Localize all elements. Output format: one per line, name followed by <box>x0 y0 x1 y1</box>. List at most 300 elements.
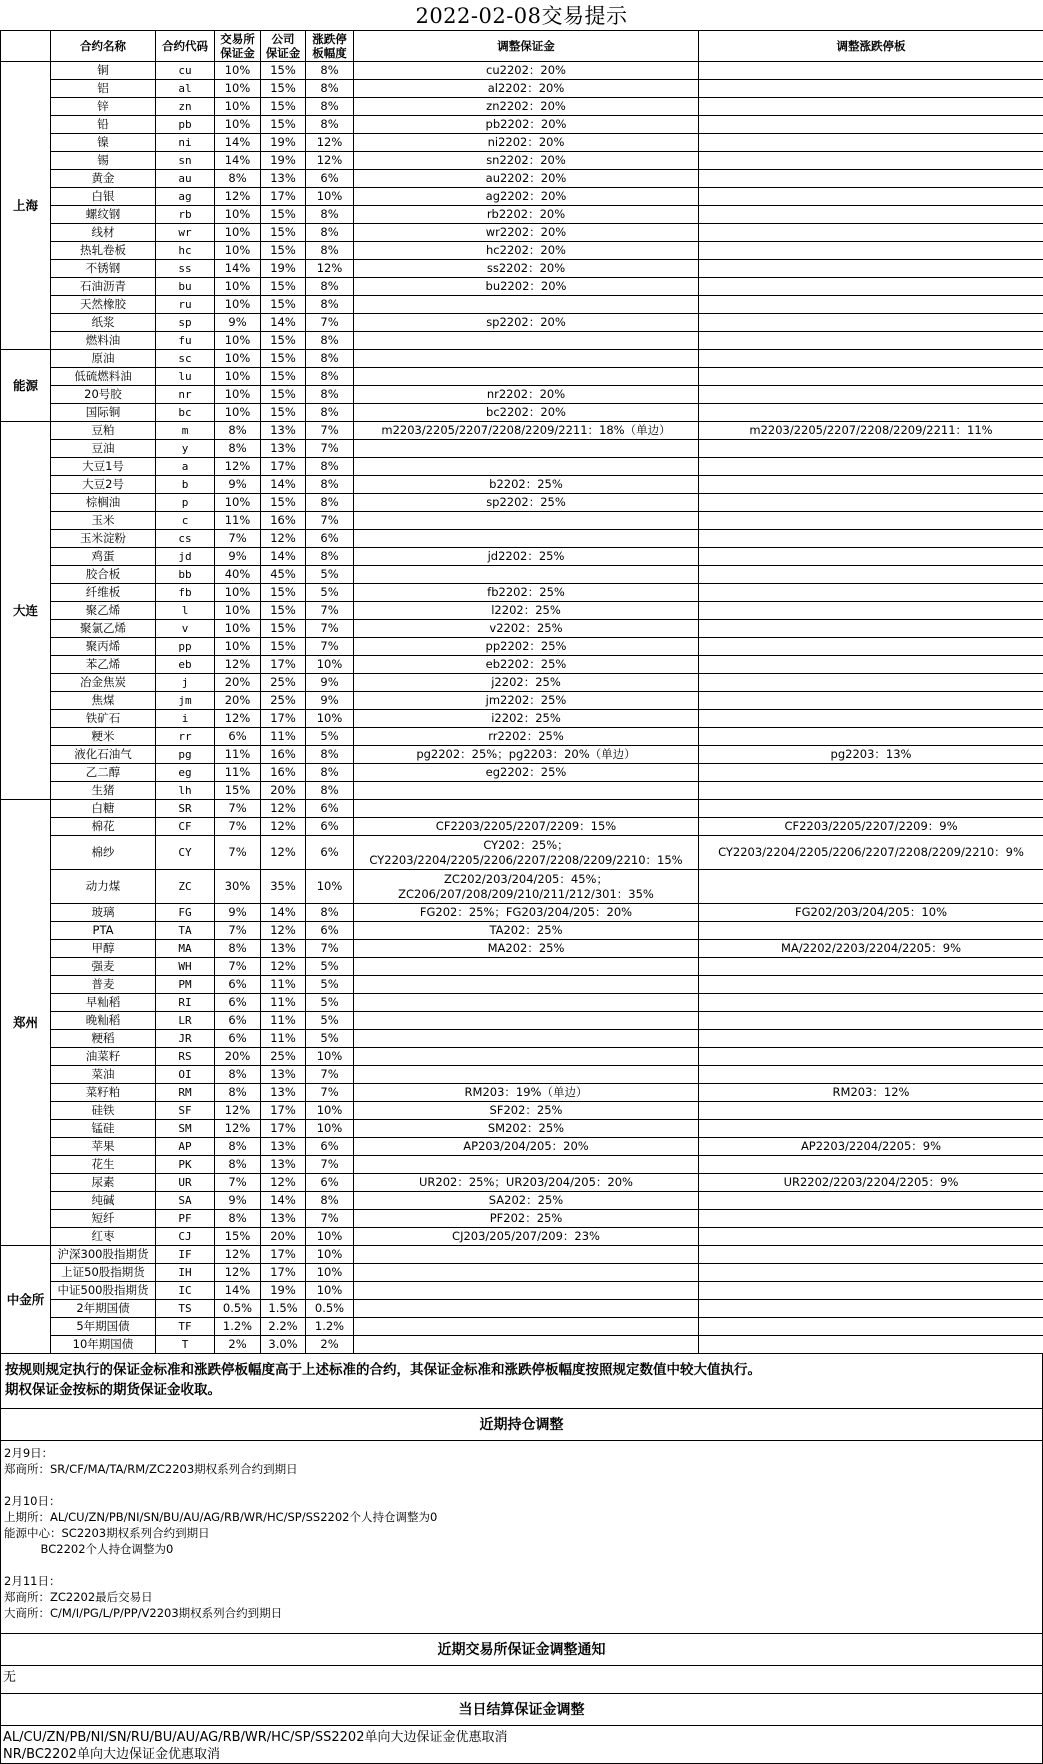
limit-range: 10% <box>306 1102 354 1120</box>
company-margin: 15% <box>261 638 306 656</box>
table-row <box>1 404 1043 422</box>
table-row <box>1 98 1043 116</box>
table-row <box>1 188 1043 206</box>
company-margin: 11% <box>261 976 306 994</box>
contract-name: 聚乙烯 <box>51 602 156 620</box>
limit-range: 8% <box>306 746 354 764</box>
exchange-margin: 10% <box>215 80 261 98</box>
limit-range: 5% <box>306 728 354 746</box>
contract-name: 10年期国债 <box>51 1336 156 1354</box>
contract-name: 晚籼稻 <box>51 1012 156 1030</box>
limit-range: 10% <box>306 1228 354 1246</box>
limit-range: 8% <box>306 1192 354 1210</box>
position-note-line: BC2202个人持仓调整为0 <box>4 1541 1039 1557</box>
contract-code: ZC <box>156 870 215 904</box>
exchange-margin: 12% <box>215 1120 261 1138</box>
position-note-line: 2月10日： <box>4 1493 1039 1509</box>
settlement-heading: 当日结算保证金调整 <box>0 1694 1043 1726</box>
adjusted-limit <box>699 764 1043 782</box>
exchange-margin: 20% <box>215 674 261 692</box>
adjusted-limit <box>699 1012 1043 1030</box>
table-row <box>1 1138 1043 1156</box>
adjusted-limit <box>699 386 1043 404</box>
company-margin: 15% <box>261 116 306 134</box>
contract-name: 天然橡胶 <box>51 296 156 314</box>
contract-name: 不锈钢 <box>51 260 156 278</box>
position-note-line: 2月9日： <box>4 1445 1039 1461</box>
exchange-margin: 10% <box>215 620 261 638</box>
adjusted-margin: m2203/2205/2207/2208/2209/2211：18%（单边） <box>354 422 699 440</box>
exchange-margin: 8% <box>215 940 261 958</box>
contract-code: hc <box>156 242 215 260</box>
limit-range: 8% <box>306 350 354 368</box>
limit-range: 8% <box>306 98 354 116</box>
adjusted-margin: fb2202：25% <box>354 584 699 602</box>
company-margin: 25% <box>261 674 306 692</box>
limit-range: 12% <box>306 134 354 152</box>
exchange-margin: 6% <box>215 976 261 994</box>
adjusted-limit <box>699 512 1043 530</box>
limit-range: 10% <box>306 1048 354 1066</box>
contract-name: 甲醇 <box>51 940 156 958</box>
company-margin: 20% <box>261 782 306 800</box>
adjusted-margin: al2202：20% <box>354 80 699 98</box>
exchange-margin: 8% <box>215 440 261 458</box>
table-row <box>1 296 1043 314</box>
contract-name: 短纤 <box>51 1210 156 1228</box>
position-note-line: 郑商所：ZC2202最后交易日 <box>4 1589 1039 1605</box>
company-margin: 12% <box>261 1174 306 1192</box>
adjusted-margin: j2202：25% <box>354 674 699 692</box>
company-margin: 17% <box>261 656 306 674</box>
limit-range: 8% <box>306 206 354 224</box>
contract-code: FG <box>156 904 215 922</box>
table-row <box>1 80 1043 98</box>
position-note-line: 上期所：AL/CU/ZN/PB/NI/SN/BU/AU/AG/RB/WR/HC/SP/SS2202个人持仓调整为0 <box>4 1509 1039 1525</box>
company-margin: 14% <box>261 1192 306 1210</box>
contract-name: 铜 <box>51 62 156 80</box>
adjusted-limit <box>699 1210 1043 1228</box>
exchange-margin: 12% <box>215 458 261 476</box>
company-margin: 25% <box>261 692 306 710</box>
rule-note-line-2: 期权保证金按标的期货保证金收取。 <box>5 1380 1038 1400</box>
adjusted-margin: SA202：25% <box>354 1192 699 1210</box>
contract-code: PK <box>156 1156 215 1174</box>
contract-name: 大豆1号 <box>51 458 156 476</box>
limit-range: 5% <box>306 994 354 1012</box>
company-margin: 19% <box>261 1282 306 1300</box>
exchange-margin: 12% <box>215 1264 261 1282</box>
contract-name: 生猪 <box>51 782 156 800</box>
table-row <box>1 638 1043 656</box>
contract-name: 冶金焦炭 <box>51 674 156 692</box>
table-row <box>1 134 1043 152</box>
exchange-margin: 12% <box>215 188 261 206</box>
adjusted-margin <box>354 458 699 476</box>
contract-code: eg <box>156 764 215 782</box>
adjusted-limit <box>699 994 1043 1012</box>
contract-code: ag <box>156 188 215 206</box>
table-row <box>1 440 1043 458</box>
adjusted-margin <box>354 1030 699 1048</box>
contract-code: SM <box>156 1120 215 1138</box>
adjusted-margin <box>354 296 699 314</box>
limit-range: 10% <box>306 1120 354 1138</box>
adjusted-margin: b2202：25% <box>354 476 699 494</box>
adjusted-margin <box>354 1264 699 1282</box>
adjusted-margin: pg2202：25%；pg2203：20%（单边） <box>354 746 699 764</box>
contract-name: 尿素 <box>51 1174 156 1192</box>
contract-code: ss <box>156 260 215 278</box>
header-adj-limit: 调整涨跌停板 <box>699 31 1043 62</box>
contract-name: 豆粕 <box>51 422 156 440</box>
adjusted-margin: hc2202：20% <box>354 242 699 260</box>
contract-code: cs <box>156 530 215 548</box>
company-margin: 17% <box>261 710 306 728</box>
adjusted-margin: ZC202/203/204/205：45%； ZC206/207/208/209/210/211/212/301：35% <box>354 870 699 904</box>
adjusted-limit <box>699 976 1043 994</box>
limit-range: 10% <box>306 656 354 674</box>
company-margin: 16% <box>261 764 306 782</box>
rule-note-line-1: 按规则规定执行的保证金标准和涨跌停板幅度高于上述标准的合约，其保证金标准和涨跌停板幅度按照规定数值中较大值执行。 <box>5 1360 1038 1380</box>
contract-code: rb <box>156 206 215 224</box>
limit-range: 5% <box>306 958 354 976</box>
adjusted-margin: ss2202：20% <box>354 260 699 278</box>
exchange-margin: 8% <box>215 1210 261 1228</box>
adjusted-limit <box>699 656 1043 674</box>
contract-code: j <box>156 674 215 692</box>
limit-range: 12% <box>306 152 354 170</box>
adjusted-margin <box>354 1066 699 1084</box>
adjusted-margin: au2202：20% <box>354 170 699 188</box>
adjusted-margin: sp2202：25% <box>354 494 699 512</box>
adjusted-margin <box>354 1300 699 1318</box>
adjusted-limit <box>699 458 1043 476</box>
table-row <box>1 386 1043 404</box>
contract-code: sn <box>156 152 215 170</box>
limit-range: 7% <box>306 1084 354 1102</box>
contract-code: v <box>156 620 215 638</box>
adjusted-margin: PF202：25% <box>354 1210 699 1228</box>
exchange-cell: 大连 <box>1 422 51 800</box>
limit-range: 7% <box>306 638 354 656</box>
exchange-margin: 15% <box>215 1228 261 1246</box>
adjusted-limit: AP2203/2204/2205：9% <box>699 1138 1043 1156</box>
table-row <box>1 958 1043 976</box>
adjusted-limit <box>699 314 1043 332</box>
table-row <box>1 1084 1043 1102</box>
adjusted-limit <box>699 332 1043 350</box>
limit-range: 2% <box>306 1336 354 1354</box>
contract-code: cu <box>156 62 215 80</box>
contract-code: fb <box>156 584 215 602</box>
table-row <box>1 994 1043 1012</box>
contract-name: 燃料油 <box>51 332 156 350</box>
contract-code: pb <box>156 116 215 134</box>
adjusted-margin: ni2202：20% <box>354 134 699 152</box>
table-row <box>1 818 1043 836</box>
exchange-margin: 14% <box>215 1282 261 1300</box>
header-code: 合约代码 <box>156 31 215 62</box>
limit-range: 8% <box>306 904 354 922</box>
limit-range: 8% <box>306 458 354 476</box>
contract-name: 纸浆 <box>51 314 156 332</box>
adjusted-margin: sn2202：20% <box>354 152 699 170</box>
contract-code: PM <box>156 976 215 994</box>
table-row <box>1 1120 1043 1138</box>
adjusted-limit: m2203/2205/2207/2208/2209/2211：11% <box>699 422 1043 440</box>
exchange-margin: 11% <box>215 512 261 530</box>
contract-code: SR <box>156 800 215 818</box>
table-row <box>1 116 1043 134</box>
company-margin: 19% <box>261 260 306 278</box>
contract-name: 纯碱 <box>51 1192 156 1210</box>
settlement-line-2: NR/BC2202单向大边保证金优惠取消 <box>3 1746 1040 1763</box>
contract-name: 锰硅 <box>51 1120 156 1138</box>
company-margin: 15% <box>261 62 306 80</box>
contract-code: i <box>156 710 215 728</box>
company-margin: 16% <box>261 512 306 530</box>
contract-code: b <box>156 476 215 494</box>
table-row <box>1 870 1043 904</box>
company-margin: 3.0% <box>261 1336 306 1354</box>
table-row <box>1 1264 1043 1282</box>
limit-range: 8% <box>306 548 354 566</box>
exchange-margin: 8% <box>215 170 261 188</box>
company-margin: 15% <box>261 620 306 638</box>
rule-note <box>0 1354 1043 1409</box>
contract-code: jm <box>156 692 215 710</box>
header-company-margin: 公司 保证金 <box>261 31 306 62</box>
adjusted-limit <box>699 1336 1043 1354</box>
table-row <box>1 1174 1043 1192</box>
adjusted-limit <box>699 278 1043 296</box>
company-margin: 13% <box>261 1066 306 1084</box>
exchange-margin: 10% <box>215 242 261 260</box>
contract-code: CJ <box>156 1228 215 1246</box>
adjusted-limit <box>699 170 1043 188</box>
contract-name: 石油沥青 <box>51 278 156 296</box>
contract-name: 铅 <box>51 116 156 134</box>
table-row <box>1 1246 1043 1264</box>
company-margin: 12% <box>261 922 306 940</box>
contract-code: IC <box>156 1282 215 1300</box>
adjusted-limit <box>699 566 1043 584</box>
adjusted-limit <box>699 1282 1043 1300</box>
table-row <box>1 764 1043 782</box>
table-row <box>1 1282 1043 1300</box>
limit-range: 5% <box>306 566 354 584</box>
adjusted-limit <box>699 710 1043 728</box>
adjusted-margin <box>354 566 699 584</box>
exchange-margin: 10% <box>215 206 261 224</box>
contract-name: 线材 <box>51 224 156 242</box>
settlement-notes <box>0 1726 1043 1764</box>
company-margin: 11% <box>261 1030 306 1048</box>
contract-code: lh <box>156 782 215 800</box>
exchange-margin: 8% <box>215 1066 261 1084</box>
contract-code: T <box>156 1336 215 1354</box>
limit-range: 8% <box>306 62 354 80</box>
limit-range: 8% <box>306 242 354 260</box>
exchange-margin: 14% <box>215 152 261 170</box>
company-margin: 15% <box>261 404 306 422</box>
company-margin: 12% <box>261 530 306 548</box>
exchange-margin: 9% <box>215 314 261 332</box>
table-row <box>1 710 1043 728</box>
exchange-margin: 10% <box>215 494 261 512</box>
company-margin: 25% <box>261 1048 306 1066</box>
position-note-line <box>4 1477 1039 1493</box>
adjusted-limit <box>699 1156 1043 1174</box>
adjusted-limit <box>699 782 1043 800</box>
company-margin: 17% <box>261 188 306 206</box>
adjusted-limit: CF2203/2205/2207/2209：9% <box>699 818 1043 836</box>
adjusted-limit: FG202/203/204/205：10% <box>699 904 1043 922</box>
exchange-margin: 2% <box>215 1336 261 1354</box>
exchange-margin: 10% <box>215 584 261 602</box>
limit-range: 1.2% <box>306 1318 354 1336</box>
exchange-margin: 11% <box>215 746 261 764</box>
adjusted-margin <box>354 994 699 1012</box>
adjusted-margin <box>354 1246 699 1264</box>
contract-name: PTA <box>51 922 156 940</box>
position-note-line: 大商所：C/M/I/PG/L/P/PP/V2203期权系列合约到期日 <box>4 1605 1039 1621</box>
adjusted-margin: SM202：25% <box>354 1120 699 1138</box>
exchange-margin: 8% <box>215 1084 261 1102</box>
contract-name: 玻璃 <box>51 904 156 922</box>
adjusted-limit <box>699 530 1043 548</box>
adjusted-margin <box>354 782 699 800</box>
header-limit: 涨跌停 板幅度 <box>306 31 354 62</box>
exchange-margin: 10% <box>215 278 261 296</box>
contract-code: SA <box>156 1192 215 1210</box>
adjusted-margin: CY202：25%； CY2203/2204/2205/2206/2207/2208/2209/2210：15% <box>354 836 699 870</box>
page-title: 2022-02-08交易提示 <box>0 0 1043 30</box>
table-row <box>1 836 1043 870</box>
exchange-margin: 8% <box>215 1138 261 1156</box>
contract-name: 锡 <box>51 152 156 170</box>
contract-code: lu <box>156 368 215 386</box>
limit-range: 10% <box>306 870 354 904</box>
exchange-margin: 9% <box>215 904 261 922</box>
header-exchange-margin: 交易所 保证金 <box>215 31 261 62</box>
exchange-margin: 7% <box>215 922 261 940</box>
adjusted-limit <box>699 368 1043 386</box>
contract-name: 焦煤 <box>51 692 156 710</box>
contract-name: 硅铁 <box>51 1102 156 1120</box>
company-margin: 19% <box>261 152 306 170</box>
limit-range: 6% <box>306 836 354 870</box>
exchange-margin: 10% <box>215 224 261 242</box>
contract-code: OI <box>156 1066 215 1084</box>
contract-code: al <box>156 80 215 98</box>
exchange-margin: 11% <box>215 764 261 782</box>
adjusted-limit <box>699 1102 1043 1120</box>
adjusted-limit <box>699 206 1043 224</box>
exchange-margin: 15% <box>215 782 261 800</box>
contract-name: 原油 <box>51 350 156 368</box>
exchange-margin: 6% <box>215 1030 261 1048</box>
margin-notice-text: 无 <box>0 1666 1043 1694</box>
limit-range: 8% <box>306 782 354 800</box>
adjusted-margin: cu2202：20% <box>354 62 699 80</box>
adjusted-limit <box>699 1066 1043 1084</box>
adjusted-limit <box>699 1264 1043 1282</box>
adjusted-limit: RM203：12% <box>699 1084 1043 1102</box>
contract-name: 螺纹钢 <box>51 206 156 224</box>
contract-name: 大豆2号 <box>51 476 156 494</box>
exchange-margin: 10% <box>215 386 261 404</box>
exchange-margin: 6% <box>215 1012 261 1030</box>
contract-name: 液化石油气 <box>51 746 156 764</box>
contract-name: 铝 <box>51 80 156 98</box>
company-margin: 13% <box>261 170 306 188</box>
contract-code: pp <box>156 638 215 656</box>
table-row <box>1 728 1043 746</box>
adjusted-limit <box>699 116 1043 134</box>
adjusted-margin: i2202：25% <box>354 710 699 728</box>
limit-range: 6% <box>306 1174 354 1192</box>
adjusted-limit <box>699 350 1043 368</box>
table-row <box>1 1030 1043 1048</box>
limit-range: 7% <box>306 940 354 958</box>
exchange-cell: 中金所 <box>1 1246 51 1354</box>
company-margin: 13% <box>261 940 306 958</box>
company-margin: 35% <box>261 870 306 904</box>
exchange-margin: 10% <box>215 332 261 350</box>
contract-name: 聚氯乙烯 <box>51 620 156 638</box>
contract-code: zn <box>156 98 215 116</box>
exchange-margin: 10% <box>215 116 261 134</box>
contract-code: au <box>156 170 215 188</box>
adjusted-margin: TA202：25% <box>354 922 699 940</box>
company-margin: 15% <box>261 296 306 314</box>
exchange-margin: 12% <box>215 1102 261 1120</box>
limit-range: 8% <box>306 764 354 782</box>
company-margin: 17% <box>261 1264 306 1282</box>
table-row <box>1 1156 1043 1174</box>
adjusted-limit <box>699 242 1043 260</box>
contract-code: bu <box>156 278 215 296</box>
company-margin: 2.2% <box>261 1318 306 1336</box>
contract-code: CF <box>156 818 215 836</box>
company-margin: 15% <box>261 206 306 224</box>
exchange-margin: 10% <box>215 350 261 368</box>
table-row <box>1 904 1043 922</box>
adjusted-margin: MA202：25% <box>354 940 699 958</box>
table-row <box>1 242 1043 260</box>
contract-name: 纤维板 <box>51 584 156 602</box>
contract-name: 动力煤 <box>51 870 156 904</box>
adjusted-limit <box>699 494 1043 512</box>
contract-code: pg <box>156 746 215 764</box>
adjusted-limit <box>699 296 1043 314</box>
limit-range: 5% <box>306 976 354 994</box>
exchange-margin: 0.5% <box>215 1300 261 1318</box>
table-row <box>1 584 1043 602</box>
company-margin: 17% <box>261 458 306 476</box>
table-row <box>1 1336 1043 1354</box>
position-heading: 近期持仓调整 <box>0 1409 1043 1441</box>
table-row <box>1 512 1043 530</box>
limit-range: 8% <box>306 368 354 386</box>
limit-range: 10% <box>306 188 354 206</box>
header-exchange <box>1 31 51 62</box>
limit-range: 9% <box>306 692 354 710</box>
table-row <box>1 1318 1043 1336</box>
table-row <box>1 314 1043 332</box>
